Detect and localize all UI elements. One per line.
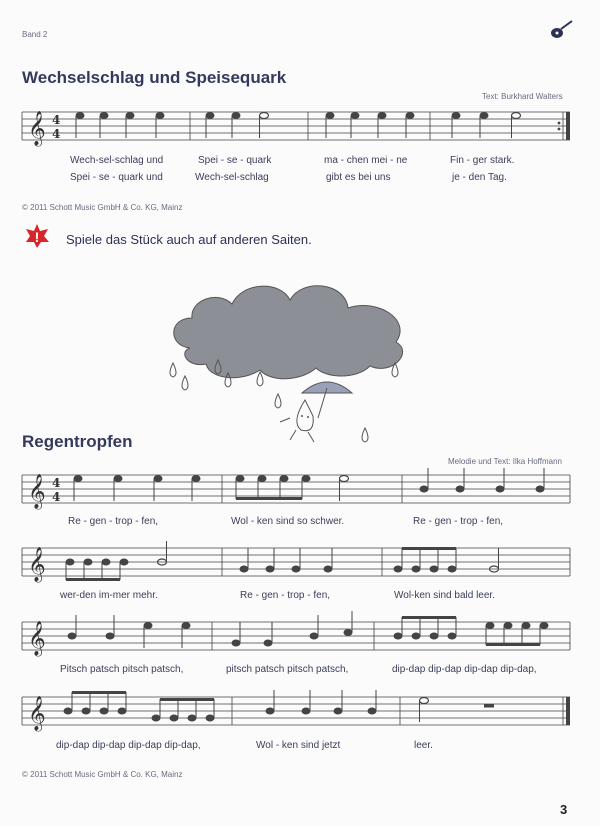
svg-text:4: 4 <box>52 127 61 141</box>
song2-l1-m3: Re - gen - trop - fen, <box>413 516 504 527</box>
svg-text:𝄞: 𝄞 <box>28 621 46 656</box>
song1-v2-m2: Wech-sel-schlag <box>195 172 269 183</box>
song1-credit: Text: Burkhard Walters <box>482 92 563 101</box>
svg-text:4: 4 <box>52 476 61 490</box>
song2-l4-m1: dip-dap dip-dap dip-dap dip-dap, <box>56 740 201 751</box>
page-number: 3 <box>560 802 568 817</box>
svg-text:4: 4 <box>52 490 61 504</box>
song2-l1-m2: Wol - ken sind so schwer. <box>231 516 345 527</box>
svg-text:𝄞: 𝄞 <box>28 696 46 731</box>
song1-v2-m3: gibt es bei uns <box>326 172 391 183</box>
song2-title: Regentropfen <box>22 432 133 451</box>
svg-text:!: ! <box>34 229 40 245</box>
song2-l1-m1: Re - gen - trop - fen, <box>68 516 159 527</box>
song2-l4-m2: Wol - ken sind jetzt <box>256 740 341 751</box>
copyright-2: © 2011 Schott Music GmbH & Co. KG, Mainz <box>22 770 183 779</box>
song2-credit: Melodie und Text: Ilka Hoffmann <box>448 457 562 466</box>
svg-text:𝄞: 𝄞 <box>28 474 46 509</box>
song1-v2-m4: je - den Tag. <box>452 172 507 183</box>
svg-text:𝄞: 𝄞 <box>28 111 46 146</box>
song2-l3-m1: Pitsch patsch pitsch patsch, <box>60 664 184 675</box>
song1-v2-m1: Spei - se - quark und <box>70 172 163 183</box>
song1-v1-m1: Wech-sel-schlag und <box>70 155 164 166</box>
song1-v1-m4: Fin - ger stark. <box>450 155 515 166</box>
song2-l2-m3: Wol-ken sind bald leer. <box>394 590 495 601</box>
song1-title: Wechselschlag und Speisequark <box>22 68 287 87</box>
song2-l3-m3: dip-dap dip-dap dip-dap dip-dap, <box>392 664 537 675</box>
svg-text:4: 4 <box>52 113 61 127</box>
song2-l3-m2: pitsch patsch pitsch patsch, <box>226 664 349 675</box>
song2-l4-m3: leer. <box>414 740 433 751</box>
hint-text: Spiele das Stück auch auf anderen Saiten. <box>66 232 312 247</box>
song1-v1-m3: ma - chen mei - ne <box>324 155 408 166</box>
band-label: Band 2 <box>22 30 48 39</box>
song2-l2-m1: wer-den im-mer mehr. <box>60 590 158 601</box>
song2-l2-m2: Re - gen - trop - fen, <box>240 590 331 601</box>
copyright: © 2011 Schott Music GmbH & Co. KG, Mainz <box>22 203 183 212</box>
svg-text:𝄞: 𝄞 <box>28 547 46 582</box>
song1-v1-m2: Spei - se - quark <box>198 155 272 166</box>
